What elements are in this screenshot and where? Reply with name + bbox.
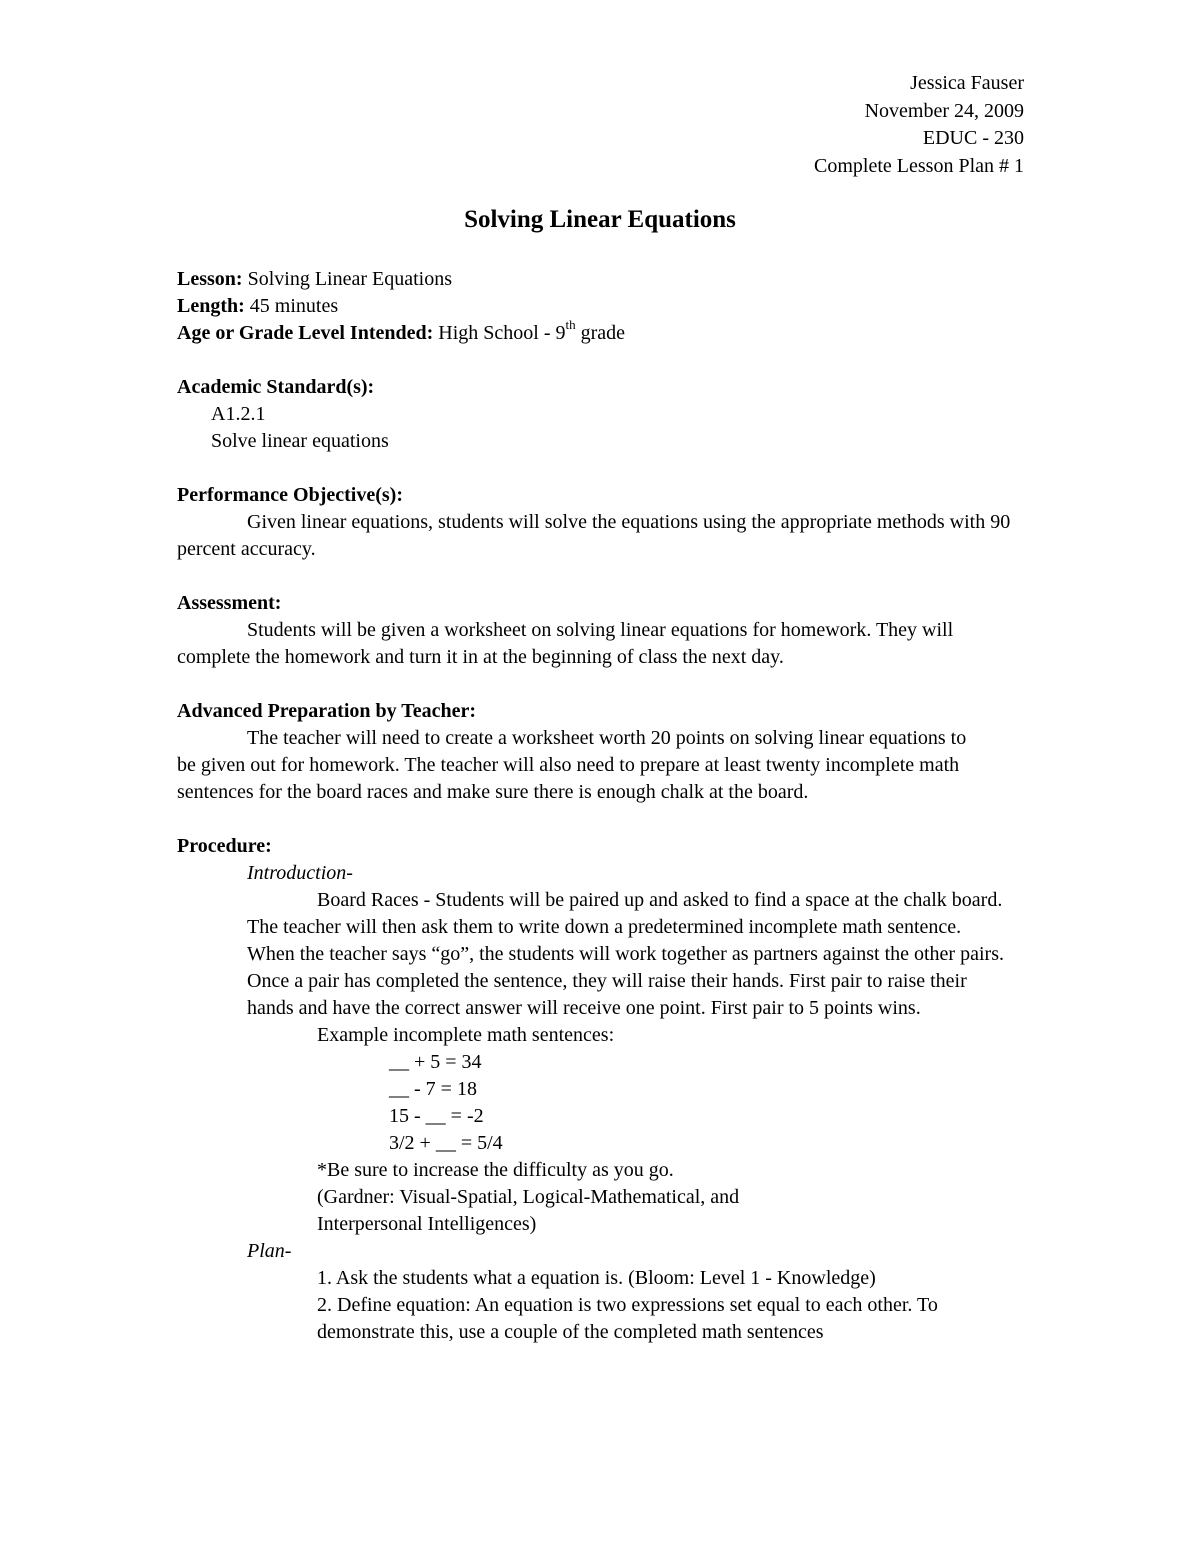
standard-code: A1.2.1	[211, 403, 266, 425]
length-label: Length:	[177, 295, 245, 317]
plan-label: Plan-	[247, 1240, 292, 1262]
plan-step-2: 2. Define equation: An equation is two expressions set equal to each other. To demonstrate this, use a couple of the completed math sentences	[317, 1294, 938, 1343]
introduction-text: Board Races - Students will be paired up and asked to find a space at the chalk board. The teacher will then ask them to write down a predetermined incomplete math sentence. When the teacher says “go”, the students will work together as partners against the other pairs. Once a pair has completed the sentence, they will raise their hands. First pair to raise their hands and have the correct answer will receive one point. First pair to 5 points wins.	[247, 889, 1004, 1019]
grade-label: Age or Grade Level Intended:	[177, 322, 434, 344]
header-block	[814, 70, 1024, 180]
author-name: Jessica Fauser	[910, 72, 1024, 94]
example-sentence-1: __ + 5 = 34	[389, 1051, 482, 1073]
lesson-line	[177, 266, 1017, 293]
difficulty-note: *Be sure to increase the difficulty as you go.	[317, 1159, 674, 1181]
gardner-line-1: (Gardner: Visual-Spatial, Logical-Mathematical, and	[317, 1186, 740, 1208]
grade-value: High School - 9	[433, 322, 566, 344]
standards-heading: Academic Standard(s):	[177, 376, 375, 398]
assessment-heading: Assessment:	[177, 592, 282, 614]
lesson-body	[177, 266, 1017, 1346]
lesson-value: Solving Linear Equations	[242, 268, 452, 290]
preparation-heading: Advanced Preparation by Teacher:	[177, 700, 477, 722]
grade-line	[177, 317, 1017, 347]
gardner-line-2: Interpersonal Intelligences)	[317, 1213, 537, 1235]
objectives-text: Given linear equations, students will solve the equations using the appropriate methods with 90 percent accuracy.	[177, 511, 1011, 560]
grade-superscript: th	[565, 317, 576, 333]
example-sentence-4: 3/2 + __ = 5/4	[389, 1132, 503, 1154]
lesson-label: Lesson:	[177, 268, 243, 290]
assessment-text: Students will be given a worksheet on solving linear equations for homework. They will complete the homework and turn it in at the beginning of class the next day.	[177, 619, 954, 668]
document-date: November 24, 2009	[864, 99, 1024, 122]
preparation-text: The teacher will need to create a worksheet worth 20 points on solving linear equations to be given out for homework. The teacher will also need to prepare at least twenty incomplete math sentences for the board races and make sure there is enough chalk at the board.	[177, 727, 967, 803]
plan-step-1: 1. Ask the students what a equation is. (Bloom: Level 1 - Knowledge)	[317, 1267, 876, 1289]
example-label: Example incomplete math sentences:	[317, 1024, 615, 1046]
introduction-label: Introduction-	[247, 862, 353, 884]
grade-tail: grade	[575, 322, 626, 344]
length-value: 45 minutes	[244, 295, 339, 317]
page-title: Solving Linear Equations	[464, 206, 736, 233]
course-code: EDUC - 230	[922, 127, 1024, 149]
example-sentence-2: __ - 7 = 18	[389, 1078, 477, 1100]
standard-text: Solve linear equations	[211, 430, 389, 452]
example-sentence-3: 15 - __ = -2	[389, 1105, 484, 1127]
plan-number: Complete Lesson Plan # 1	[814, 154, 1024, 177]
length-line	[177, 293, 1017, 320]
procedure-heading: Procedure:	[177, 835, 272, 857]
objectives-heading: Performance Objective(s):	[177, 484, 403, 506]
